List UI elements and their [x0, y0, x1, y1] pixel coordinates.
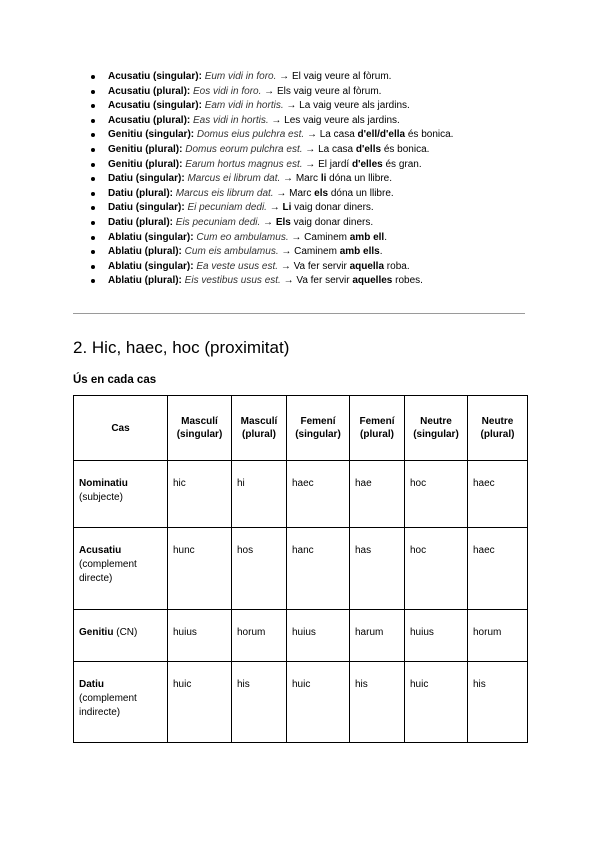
translation-text: → — [260, 216, 276, 228]
table-cell: hi — [232, 461, 287, 528]
translation-tail: roba. — [384, 260, 410, 272]
latin-sentence: Marcus eis librum dat. — [175, 187, 274, 199]
translation-text: → Marc — [273, 187, 315, 199]
case-label: Ablatiu (plural): — [108, 246, 182, 258]
header-label: Femení — [300, 416, 336, 427]
list-item — [92, 274, 562, 289]
latin-sentence: Eis pecuniam dedi. — [175, 216, 261, 228]
header-label: Masculí — [181, 416, 218, 427]
case-label: Ablatiu (singular): — [108, 260, 194, 272]
table-cell: haec — [468, 528, 528, 610]
case-name: Datiu — [79, 679, 104, 690]
case-label: Acusatiu (plural): — [108, 85, 191, 97]
translation-text: → Els vaig veure al fòrum. — [261, 85, 382, 97]
column-header — [287, 396, 350, 461]
table-cell: hoc — [405, 461, 468, 528]
case-note: (CN) — [116, 627, 138, 638]
case-label: Acusatiu (singular): — [108, 71, 202, 82]
table-cell: huius — [168, 610, 232, 662]
latin-sentence: Eos vidi in foro. — [193, 85, 262, 97]
case-note: (subjecte) — [79, 492, 123, 503]
table-cell: his — [468, 662, 528, 743]
list-item — [92, 201, 562, 216]
section-title: 2. Hic, haec, hoc (proximitat) — [73, 338, 290, 357]
translation-tail: és gran. — [382, 158, 422, 170]
table-header-row — [74, 396, 528, 461]
column-header — [74, 396, 168, 461]
translation-emphasis: amb ells — [339, 246, 380, 258]
case-label: Datiu (singular): — [108, 173, 185, 185]
translation-text: → Marc — [280, 173, 321, 185]
translation-text: → El jardí — [302, 158, 352, 170]
list-item — [92, 158, 562, 173]
table-cell: hanc — [287, 528, 350, 610]
latin-sentence: Ea veste usus est. — [196, 260, 279, 272]
translation-emphasis: els — [314, 187, 329, 199]
table-cell: hos — [232, 528, 287, 610]
case-label: Genitiu (plural): — [108, 158, 183, 170]
header-sublabel: (plural) — [242, 429, 276, 440]
case-label: Acusatiu (plural): — [108, 114, 191, 126]
latin-sentence: Cum eis ambulamus. — [184, 246, 279, 258]
declension-table — [73, 395, 528, 743]
latin-sentence: Earum hortus magnus est. — [185, 158, 303, 170]
list-item — [92, 70, 562, 85]
list-item — [92, 260, 562, 275]
translation-tail: dóna un llibre. — [328, 187, 394, 199]
translation-text: → Va fer servir — [280, 275, 353, 287]
case-cell — [74, 662, 168, 743]
translation-tail: vaig donar diners. — [291, 202, 374, 214]
translation-tail: . — [379, 246, 383, 258]
table-cell: his — [232, 662, 287, 743]
header-sublabel: (singular) — [295, 429, 341, 440]
table-cell: horum — [468, 610, 528, 662]
table-cell: hoc — [405, 528, 468, 610]
table-cell: hunc — [168, 528, 232, 610]
case-name: Acusatiu — [79, 545, 122, 556]
case-cell — [74, 528, 168, 610]
translation-text: → Caminem — [278, 246, 340, 258]
translation-emphasis: Li — [282, 202, 292, 214]
latin-sentence: Marcus ei librum dat. — [187, 173, 281, 185]
case-label: Genitiu (plural): — [108, 143, 183, 155]
translation-text: → Les vaig veure als jardins. — [268, 114, 400, 126]
latin-sentence: Eum vidi in foro. — [204, 71, 277, 82]
table-cell: huic — [405, 662, 468, 743]
subsection-title: Ús en cada cas — [73, 374, 157, 386]
translation-text: → La casa — [304, 129, 358, 141]
list-item — [92, 85, 562, 100]
header-label: Femení — [359, 416, 395, 427]
table-cell: huius — [287, 610, 350, 662]
translation-text: → El vaig veure al fòrum. — [276, 71, 392, 82]
list-item — [92, 172, 562, 187]
list-item — [92, 187, 562, 202]
header-sublabel: (singular) — [176, 429, 223, 440]
latin-sentence: Eas vidi in hortis. — [193, 114, 269, 126]
list-item — [92, 216, 562, 231]
table-row — [74, 662, 528, 743]
translation-text: → La vaig veure als jardins. — [283, 100, 410, 112]
latin-sentence: Eam vidi in hortis. — [204, 100, 284, 112]
translation-emphasis: amb ell — [349, 231, 385, 243]
latin-sentence: Domus eorum pulchra est. — [185, 143, 303, 155]
case-note: (complement directe) — [79, 559, 137, 584]
translation-tail: és bonica. — [405, 129, 454, 141]
section-divider — [73, 313, 525, 314]
translation-emphasis: Els — [275, 216, 291, 228]
case-name: Nominatiu — [79, 478, 128, 489]
table-cell: horum — [232, 610, 287, 662]
header-label: Masculí — [240, 416, 278, 427]
translation-tail: dóna un llibre. — [326, 173, 392, 185]
header-sublabel: (plural) — [480, 429, 515, 440]
translation-tail: vaig donar diners. — [290, 216, 374, 228]
column-header — [168, 396, 232, 461]
translation-emphasis: aquelles — [352, 275, 393, 287]
table-row — [74, 461, 528, 528]
header-label: Cas — [111, 422, 130, 434]
header-sublabel: (plural) — [360, 429, 394, 440]
header-label: Neutre — [481, 416, 514, 427]
table-row — [74, 610, 528, 662]
table-row — [74, 528, 528, 610]
table-cell: harum — [350, 610, 405, 662]
translation-emphasis: aquella — [349, 260, 385, 272]
translation-text: → Va fer servir — [278, 260, 350, 272]
latin-sentence: Domus eius pulchra est. — [196, 129, 305, 141]
list-item — [92, 114, 562, 129]
case-label: Acusatiu (singular): — [108, 100, 202, 112]
translation-tail: robes. — [392, 275, 423, 287]
list-item — [92, 231, 562, 246]
translation-emphasis: d'elles — [351, 158, 383, 170]
table-cell: his — [350, 662, 405, 743]
case-label: Ablatiu (singular): — [108, 231, 194, 243]
case-label: Datiu (plural): — [108, 216, 173, 228]
list-item — [92, 128, 562, 143]
table-cell: has — [350, 528, 405, 610]
case-cell — [74, 610, 168, 662]
translation-tail: . — [384, 231, 387, 243]
table-cell: hic — [168, 461, 232, 528]
case-name: Genitiu — [79, 627, 114, 638]
latin-sentence: Eis vestibus usus est. — [184, 275, 281, 287]
list-item — [92, 245, 562, 260]
table-cell: huic — [287, 662, 350, 743]
list-item — [92, 99, 562, 114]
latin-sentence: Cum eo ambulamus. — [196, 231, 289, 243]
case-label: Datiu (plural): — [108, 187, 173, 199]
translation-text: → Caminem — [288, 231, 350, 243]
column-header — [468, 396, 528, 461]
translation-emphasis: d'ells — [355, 143, 382, 155]
table-cell: huius — [405, 610, 468, 662]
translation-text: → La casa — [302, 143, 356, 155]
table-cell: haec — [468, 461, 528, 528]
translation-tail: és bonica. — [381, 143, 430, 155]
case-cell — [74, 461, 168, 528]
case-label: Ablatiu (plural): — [108, 275, 182, 287]
translation-text: → — [266, 202, 283, 214]
column-header — [405, 396, 468, 461]
column-header — [350, 396, 405, 461]
header-sublabel: (singular) — [413, 429, 459, 440]
latin-sentence: Ei pecuniam dedi. — [187, 202, 267, 214]
table-cell: haec — [287, 461, 350, 528]
examples-list — [92, 70, 562, 289]
translation-emphasis: d'ell/d'ella — [357, 129, 406, 141]
column-header — [232, 396, 287, 461]
table-cell: hae — [350, 461, 405, 528]
case-label: Genitiu (singular): — [108, 129, 195, 141]
table-cell: huic — [168, 662, 232, 743]
translation-emphasis: li — [320, 173, 327, 185]
case-note: (complement indirecte) — [79, 693, 137, 718]
list-item — [92, 143, 562, 158]
header-label: Neutre — [420, 416, 452, 427]
case-label: Datiu (singular): — [108, 202, 185, 214]
